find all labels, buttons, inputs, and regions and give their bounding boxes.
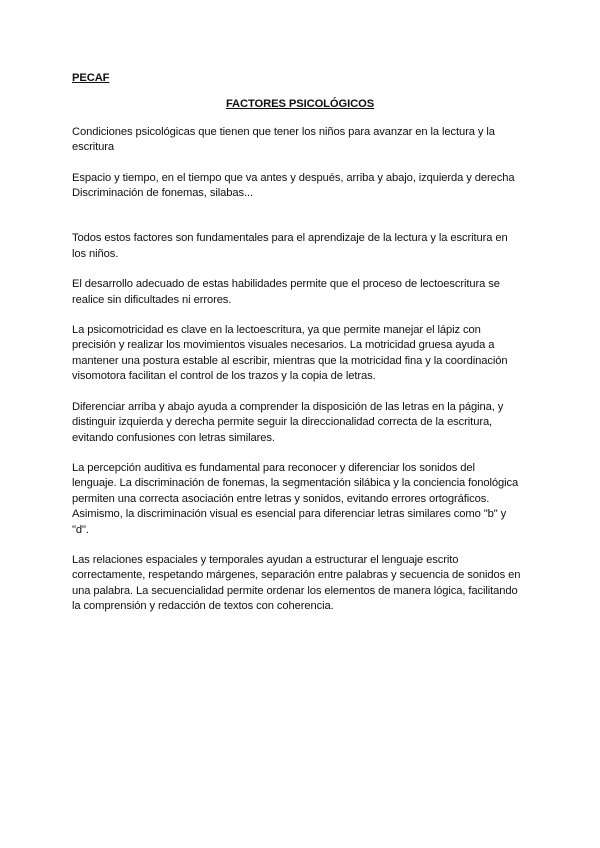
paragraph-development bbox=[72, 277, 528, 308]
paragraph-line: "d". bbox=[72, 523, 89, 536]
paragraph-line: El desarrollo adecuado de estas habilidades permite que el proceso de lectoescritura se bbox=[72, 278, 500, 291]
paragraph-line: precisión y realizar los movimientos visuales necesarios. La motricidad gruesa ayuda a bbox=[72, 339, 495, 352]
paragraph-line: La percepción auditiva es fundamental para reconocer y diferenciar los sonidos del bbox=[72, 461, 475, 474]
paragraph-line: los niños. bbox=[72, 247, 119, 260]
paragraph-line: realice sin dificultades ni errores. bbox=[72, 293, 232, 306]
paragraph-line: Asimismo, la discriminación visual es esencial para diferenciar letras similares como "b" y bbox=[72, 508, 507, 521]
paragraph-spatial-temporal bbox=[72, 553, 528, 615]
paragraph-line: Discriminación de fonemas, silabas... bbox=[72, 187, 253, 200]
paragraph-line: escritura bbox=[72, 141, 114, 154]
paragraph-line: visomotora facilitan el control de los trazos y la copia de letras. bbox=[72, 370, 376, 383]
paragraph-line: Diferenciar arriba y abajo ayuda a comprender la disposición de las letras en la página, y bbox=[72, 400, 504, 413]
paragraph-conditions bbox=[72, 125, 528, 156]
paragraph-fundamentals bbox=[72, 231, 528, 262]
document-label: PECAF bbox=[72, 72, 110, 84]
paragraph-line: Las relaciones espaciales y temporales ayudan a estructurar el lenguaje escrito bbox=[72, 553, 459, 566]
paragraph-line: distinguir izquierda y derecha permite seguir la direccionalidad correcta de la escritura, bbox=[72, 416, 493, 429]
paragraph-auditory-perception bbox=[72, 461, 528, 538]
paragraph-orientation bbox=[72, 400, 528, 446]
paragraph-line: correctamente, respetando márgenes, separación entre palabras y secuencia de sonidos en bbox=[72, 569, 521, 582]
document-title: FACTORES PSICOLÓGICOS bbox=[225, 98, 375, 111]
paragraph-line: La psicomotricidad es clave en la lectoescritura, ya que permite manejar el lápiz con bbox=[72, 324, 481, 337]
paragraph-line: Todos estos factores son fundamentales para el aprendizaje de la lectura y la escritura en bbox=[72, 232, 508, 245]
paragraph-line: una palabra. La secuencialidad permite ordenar los elementos de manera lógica, facilitando bbox=[72, 584, 518, 597]
paragraph-line: Condiciones psicológicas que tienen que tener los niños para avanzar en la lectura y la bbox=[72, 125, 495, 138]
paragraph-psychomotricity bbox=[72, 323, 528, 385]
paragraph-space-time bbox=[72, 171, 528, 202]
paragraph-line: permiten una correcta asociación entre letras y sonidos, evitando errores ortográficos. bbox=[72, 492, 490, 505]
paragraph-line: lenguaje. La discriminación de fonemas, la segmentación silábica y la conciencia fonológica bbox=[72, 477, 519, 490]
paragraph-line: mantener una postura estable al escribir, mientras que la motricidad fina y la coordinación bbox=[72, 354, 508, 367]
document-page bbox=[72, 71, 528, 630]
paragraph-line: Espacio y tiempo, en el tiempo que va antes y después, arriba y abajo, izquierda y derecha bbox=[72, 171, 515, 184]
paragraph-line: evitando confusiones con letras similares. bbox=[72, 431, 275, 444]
paragraph-line: la comprensión y redacción de textos con coherencia. bbox=[72, 600, 334, 613]
